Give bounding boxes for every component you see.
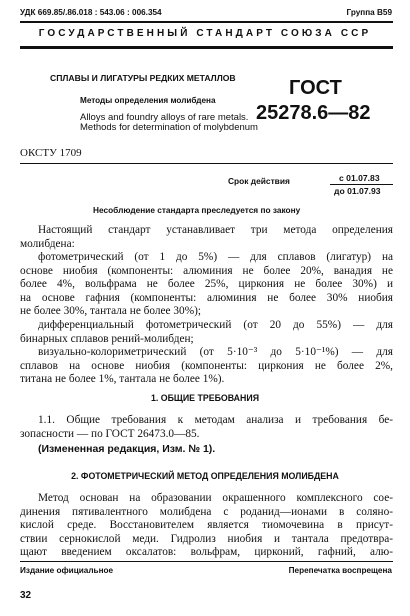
method-line: дифференциальный фотометрический (от 20 до 55%) — для (38, 319, 393, 331)
header-rule-bottom (20, 46, 393, 49)
intro-paragraph (20, 224, 393, 251)
method-line: на основе гафния (компоненты: алюминия не более 30% ниобия (20, 291, 393, 304)
method-line: основе ниобия (компоненты: алюминия не более 20%, ванадия не (20, 264, 393, 277)
section-1-heading: 1. ОБЩИЕ ТРЕБОВАНИЯ (150, 393, 260, 403)
okstu-code: ОКСТУ 1709 (20, 147, 82, 159)
method-line: фотометрический (от 1 до 5%) — для сплавов (лигатур) на (38, 251, 393, 263)
gost-label: ГОСТ (289, 77, 342, 99)
validity-label: Срок действия (228, 176, 290, 186)
section-2-line: динения пятивалентного молибдена с роданид—ионами в солянo- (20, 505, 393, 518)
validity-from: с 01.07.83 (339, 173, 380, 183)
section-2-line: кислой среде. Восстановителем является тиомочевина в присут- (20, 519, 393, 532)
method-line: не более 30%, тантала не более 30%); (20, 305, 202, 318)
validity-divider (330, 184, 393, 185)
english-title-line-1: Alloys and foundry alloys of rare metals. (80, 112, 249, 123)
amendment-note: (Измененная редакция, Изм. № 1). (38, 443, 216, 455)
section-2-heading: 2. ФОТОМЕТРИЧЕСКИЙ МЕТОД ОПРЕДЕЛЕНИЯ МОЛИБДЕНА (71, 471, 339, 481)
udc-code: УДК 669.85/.86.018 : 543.06 : 006.354 (20, 8, 162, 17)
section-2-paragraph (20, 492, 393, 560)
reprint-prohibited-label: Перепечатка воспрещена (288, 566, 392, 575)
validity-to: до 01.07.93 (334, 186, 381, 196)
section-1-line: 1.1. Общие требования к методам анализа и требования бе- (38, 414, 393, 426)
page-number: 32 (20, 590, 32, 601)
document-subtitle: Методы определения молибдена (80, 96, 216, 105)
section-2-line: Метод основан на образовании окрашенного комплексного сое- (38, 492, 393, 504)
document-title: СПЛАВЫ И ЛИГАТУРЫ РЕДКИХ МЕТАЛЛОВ (50, 73, 236, 83)
intro-line: молибдена: (20, 237, 75, 250)
method-3-paragraph (20, 346, 393, 387)
title-block-rule (20, 163, 393, 164)
method-1-paragraph (20, 251, 393, 319)
header-rule-top (20, 21, 393, 23)
footer-rule (20, 561, 393, 562)
english-title-line-2: Methods for determination of molybdenum (80, 122, 258, 133)
method-line: сплавов на основе ниобия (компоненты: циркония не более 2%, (20, 359, 393, 372)
method-2-paragraph (20, 319, 393, 346)
standard-title: ГОСУДАРСТВЕННЫЙ СТАНДАРТ СОЮЗА ССР (38, 28, 372, 39)
method-line: титана не более 1%, тантала не более 1%). (20, 373, 225, 386)
gost-number: 25278.6—82 (256, 102, 371, 124)
group-code: Группа В59 (346, 8, 392, 17)
section-2-line: щают введением оксалатов: вольфрам, цирконий, гафний, алю- (20, 546, 393, 559)
method-line: бинарных сплавов рений-молибден; (20, 332, 194, 345)
intro-line: Настоящий стандарт устанавливает три метода определения (38, 224, 393, 236)
method-line: более 4%, вольфрама не более 25%, циркония не более 30%) и (20, 278, 393, 291)
law-notice: Несоблюдение стандарта преследуется по закону (93, 205, 301, 215)
official-edition-label: Издание официальное (20, 566, 114, 575)
method-line: визуально-колориметрический (от 5·10⁻³ до 5·10⁻¹%) — для (38, 346, 393, 358)
section-1-paragraph (20, 414, 393, 441)
section-2-line: ствии сернокислой меди. Гидролиз ниобия и тантала предотвра- (20, 532, 393, 545)
section-1-line: зопасности — по ГОСТ 26473.0—85. (20, 427, 200, 440)
